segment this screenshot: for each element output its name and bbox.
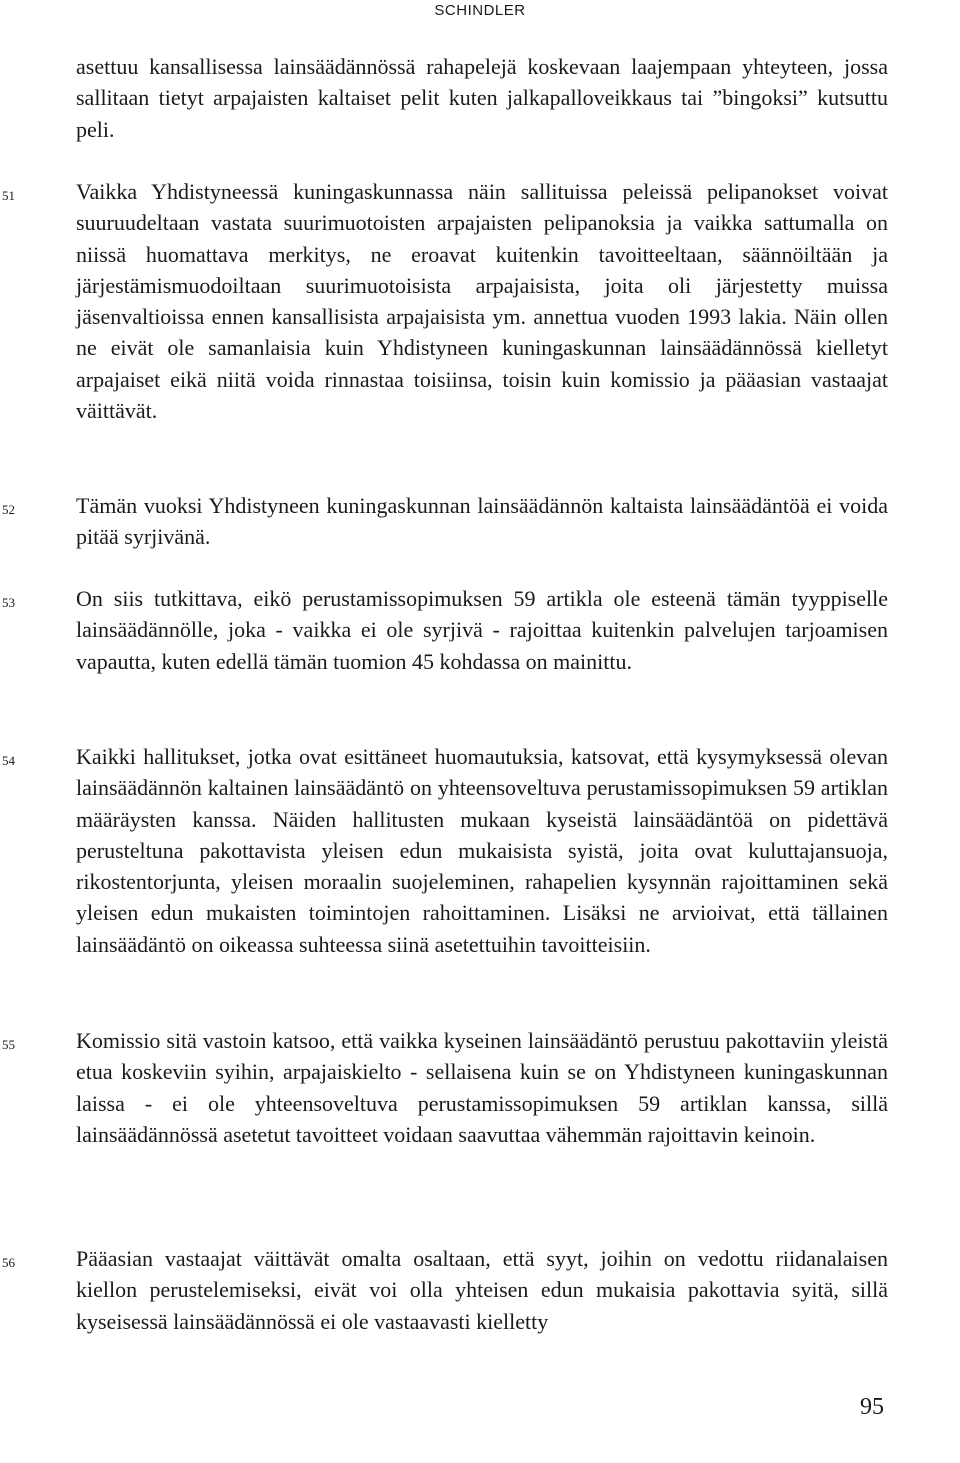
paragraph-text: Tämän vuoksi Yhdistyneen kuningaskunnan lainsäädännön kaltaista lainsäädäntöä ei voida pitää syrjivänä. xyxy=(76,493,888,550)
paragraph-text: Kaikki hallitukset, jotka ovat esittäneet huomautuksia, katsovat, että kysymyksessä olevan lainsäädännön kaltainen lainsäädäntö on yhteensoveltuva perustamissopimuksen 59 artiklan määräysten kanssa. Näiden hallitusten mukaan kyseistä lainsäädäntöä on pidettävä perusteltuna pakottavista yleisen edun mukaisista syistä, joita ovat kuluttajansuoja, rikostentorjunta, yleisen moraalin suojeleminen, rahapelien kysynnän rajoittaminen sekä yleisen edun mukaisten toimintojen rahoittaminen. Lisäksi ne arvioivat, että tällainen lainsäädäntö on oikeassa suhteessa siinä asetettuihin tavoitteisiin. xyxy=(76,744,888,957)
paragraph-text: Pääasian vastaajat väittävät omalta osaltaan, että syyt, joihin on vedottu riidanalaisen kiellon perustelemiseksi, eivät voi olla yhteisen edun mukaisia pakottavia syitä, sillä kyseisessä lainsäädännössä ei ole vastaavasti kielletty xyxy=(76,1246,888,1334)
running-header: SCHINDLER xyxy=(434,2,526,19)
page-number: 95 xyxy=(860,1394,884,1420)
paragraph-number: 54 xyxy=(2,753,15,768)
paragraph-text: Komissio sitä vastoin katsoo, että vaikka kyseinen lainsäädäntö perustuu pakottaviin yleistä etua koskeviin syihin, arpajaiskielto - sellaisena kuin se on Yhdistyneen kuningaskunnan laissa - ei ole yhteensoveltuva perustamissopimuksen 59 artiklan kanssa, sillä lainsäädännössä asetetut tavoitteet voidaan saavuttaa vähemmän rajoittavin keinoin. xyxy=(76,1028,888,1147)
paragraph-number: 56 xyxy=(2,1255,15,1270)
paragraph-number: 51 xyxy=(2,188,15,203)
paragraph-number: 52 xyxy=(2,502,15,517)
paragraph-text: Vaikka Yhdistyneessä kuningaskunnassa näin sallituissa peleissä pelipanokset voivat suuruudeltaan vastata suurimuotoisten arpajaisten pelipanoksia ja vaikka sattumalla on niissä huomattava merkitys, ne eroavat kuitenkin tavoitteeltaan, säännöiltään ja järjestämismuodoiltaan suurimuotoisista arpajaisista, joita oli järjestetty muissa jäsenvaltioissa ennen kansallisista arpajaisista ym. annettua vuoden 1993 lakia. Näin ollen ne eivät ole samanlaisia kuin Yhdistyneen kuningaskunnan lainsäädännössä kielletyt arpajaiset eikä niitä voida rinnastaa toisiinsa, toisin kuin komissio ja pääasian vastaajat väittävät. xyxy=(76,179,888,424)
paragraph-number: 53 xyxy=(2,595,15,610)
paragraph-text: On siis tutkittava, eikö perustamissopimuksen 59 artikla ole esteenä tämän tyyppiselle lainsäädännölle, joka - vaikka ei ole syrjivä - rajoittaa kuitenkin palvelujen tarjoamisen vapautta, kuten edellä tämän tuomion 45 kohdassa on mainittu. xyxy=(76,586,888,674)
paragraph-number: 55 xyxy=(2,1037,15,1052)
paragraph-text: asettuu kansallisessa lainsäädännössä rahapelejä koskevaan laajempaan yhteyteen, jossa sallitaan tietyt arpajaisten kaltaiset pelit kuten jalkapalloveikkaus tai ”bingoksi” kutsuttu peli. xyxy=(76,54,888,142)
